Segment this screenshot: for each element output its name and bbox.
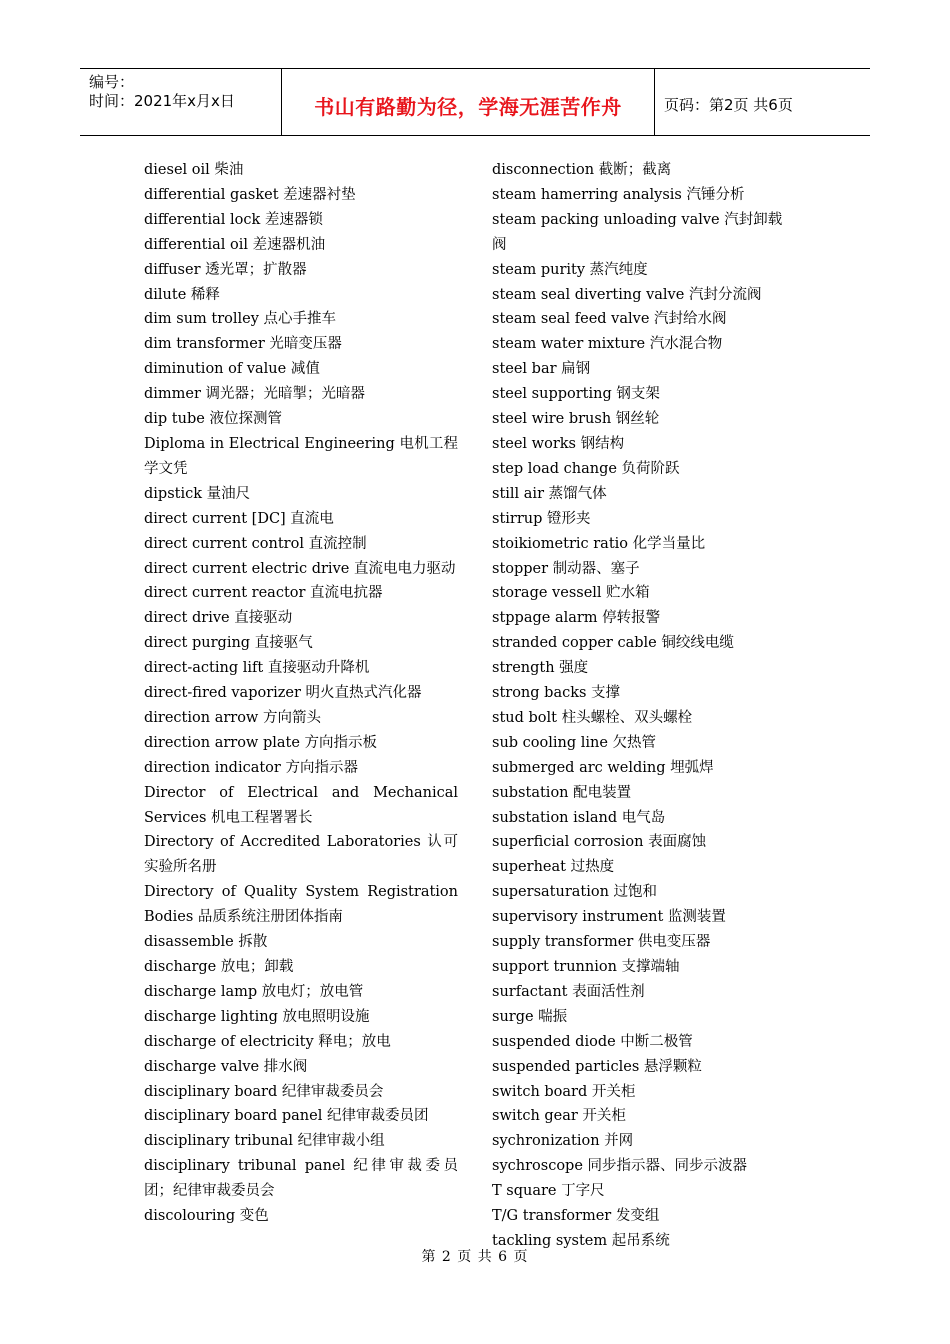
glossary-entry: direct current reactor 直流电抗器	[144, 585, 383, 602]
glossary-entry: disciplinary board 纪律审裁委员会	[144, 1083, 384, 1100]
glossary-entry: direct-fired vaporizer 明火直热式汽化器	[144, 685, 422, 702]
glossary-entry: diesel oil 柴油	[144, 162, 244, 178]
glossary-entry: dip tube 液位探测管	[144, 411, 282, 428]
glossary-entry: stranded copper cable 铜绞线电缆	[492, 635, 734, 652]
glossary-entry: direct-acting lift 直接驱动升降机	[144, 660, 370, 677]
glossary-entry: submerged arc welding 埋弧焊	[492, 759, 714, 776]
glossary-entry: disciplinary tribunal panel 纪律审裁委员团；纪律审裁委员会	[144, 1158, 458, 1200]
glossary-entry: sub cooling line 欠热管	[492, 734, 657, 751]
header-motto: 书山有路勤为径，学海无涯苦作舟	[314, 95, 622, 119]
glossary-entry: discharge of electricity 释电；放电	[144, 1033, 391, 1050]
glossary-entry: direction arrow 方向箭头	[144, 709, 321, 726]
glossary-entry: stopper 制动器、塞子	[492, 560, 640, 577]
glossary-entry: discharge 放电；卸载	[144, 959, 294, 975]
glossary-column-left	[144, 158, 458, 1229]
glossary-entry: direct current electric drive 直流电电力驱动	[144, 560, 456, 577]
glossary-entry: differential lock 差速器锁	[144, 211, 323, 228]
glossary-entry: stirrup 镫形夹	[492, 510, 591, 527]
glossary-column-right	[492, 158, 792, 1254]
glossary-entry: surge 喘振	[492, 1008, 568, 1025]
glossary-entry: dimmer 调光器；光暗掣；光暗器	[144, 386, 366, 403]
glossary-entry: dim transformer 光暗变压器	[144, 336, 342, 353]
glossary-entry: stoikiometric ratio 化学当量比	[492, 535, 706, 552]
glossary-entry: steam seal feed valve 汽封给水阀	[492, 311, 727, 328]
glossary-entry: supervisory instrument 监测装置	[492, 909, 726, 926]
glossary-entry: dim sum trolley 点心手推车	[144, 311, 337, 328]
glossary-entry: T/G transformer 发变组	[492, 1208, 660, 1225]
glossary-entry: direction indicator 方向指示器	[144, 759, 358, 776]
glossary-entry: superficial corrosion 表面腐蚀	[492, 834, 707, 851]
glossary-entry: disconnection 截断；截离	[492, 162, 672, 178]
glossary-entry: discharge lighting 放电照明设施	[144, 1008, 370, 1025]
glossary-entry: direct current [DC] 直流电	[144, 510, 334, 527]
glossary-entry: discharge valve 排水阀	[144, 1058, 308, 1075]
glossary-entry: still air 蒸馏气体	[492, 485, 607, 502]
glossary-entry: suspended particles 悬浮颗粒	[492, 1058, 702, 1075]
glossary-entry: direct drive 直接驱动	[144, 610, 293, 627]
glossary-entry: tackling system 起吊系统	[492, 1232, 670, 1249]
glossary-entry: stppage alarm 停转报警	[492, 610, 661, 627]
glossary-entry: steam purity 蒸汽纯度	[492, 261, 648, 278]
glossary-entry: strength 强度	[492, 660, 589, 677]
document-date-label: 时间：2021年x月x日	[89, 92, 235, 110]
glossary-entry: substation island 电气岛	[492, 809, 666, 826]
glossary-entry: substation 配电装置	[492, 784, 632, 801]
glossary-entry: switch board 开关柜	[492, 1083, 636, 1100]
glossary-entry: switch gear 开关柜	[492, 1108, 626, 1125]
glossary-entry: Directory of Accredited Laboratories 认可实验所名册	[144, 834, 458, 876]
header-page-number: 页码：第2页 共6页	[664, 96, 793, 114]
glossary-entry: dilute 稀释	[144, 286, 220, 303]
glossary-entry: discolouring 变色	[144, 1208, 269, 1225]
glossary-entry: support trunnion 支撑端轴	[492, 959, 680, 975]
glossary-entry: storage vessell 贮水箱	[492, 585, 650, 602]
glossary-entry: differential gasket 差速器衬垫	[144, 186, 356, 203]
glossary-entry: Director of Electrical and Mechanical Services 机电工程署署长	[144, 784, 458, 826]
header-page-cell	[655, 69, 870, 135]
glossary-entry: steam packing unloading valve 汽封卸载阀	[492, 211, 783, 253]
glossary-entry: dipstick 量油尺	[144, 485, 251, 502]
glossary-entry: supply transformer 供电变压器	[492, 934, 711, 951]
glossary-entry: stud bolt 柱头螺栓、双头螺栓	[492, 709, 693, 726]
glossary-entry: disassemble 拆散	[144, 934, 268, 951]
glossary-entry: suspended diode 中断二极管	[492, 1033, 693, 1050]
page-header	[80, 68, 870, 136]
document-number-label: 编号：	[89, 73, 135, 91]
header-info-cell	[80, 69, 282, 135]
glossary-entry: diminution of value 减值	[144, 361, 320, 378]
glossary-entry: steel bar 扁钢	[492, 361, 591, 378]
glossary-entry: sychroscope 同步指示器、同步示波器	[492, 1158, 748, 1175]
glossary-entry: direction arrow plate 方向指示板	[144, 734, 378, 751]
glossary-entry: strong backs 支撑	[492, 685, 621, 702]
glossary-entry: steam water mixture 汽水混合物	[492, 336, 723, 353]
glossary-entry: disciplinary board panel 纪律审裁委员团	[144, 1108, 429, 1125]
glossary-entry: step load change 负荷阶跃	[492, 460, 680, 477]
glossary-entry: superheat 过热度	[492, 859, 615, 876]
glossary-entry: steel supporting 钢支架	[492, 386, 660, 403]
glossary-entry: steel works 钢结构	[492, 435, 625, 452]
glossary-entry: discharge lamp 放电灯；放电管	[144, 983, 364, 1000]
header-motto-cell	[282, 69, 655, 135]
glossary-entry: supersaturation 过饱和	[492, 884, 658, 901]
glossary-entry: Diploma in Electrical Engineering 电机工程学文凭	[144, 435, 458, 477]
page-footer: 第 2 页 共 6 页	[421, 1249, 529, 1265]
glossary-entry: steel wire brush 钢丝轮	[492, 411, 660, 428]
glossary-entry: direct current control 直流控制	[144, 535, 367, 552]
glossary-entry: diffuser 透光罩；扩散器	[144, 261, 307, 278]
glossary-entry: Directory of Quality System Registration Bodies 品质系统注册团体指南	[144, 884, 458, 926]
glossary-entry: differential oil 差速器机油	[144, 236, 326, 253]
glossary-entry: direct purging 直接驱气	[144, 635, 313, 652]
glossary-entry: surfactant 表面活性剂	[492, 983, 645, 1000]
glossary-entry: sychronization 并网	[492, 1133, 634, 1150]
glossary-entry: steam seal diverting valve 汽封分流阀	[492, 286, 762, 303]
glossary-entry: steam hamerring analysis 汽锤分析	[492, 186, 745, 203]
glossary-entry: T square 丁字尺	[492, 1183, 605, 1200]
glossary-entry: disciplinary tribunal 纪律审裁小组	[144, 1133, 385, 1150]
